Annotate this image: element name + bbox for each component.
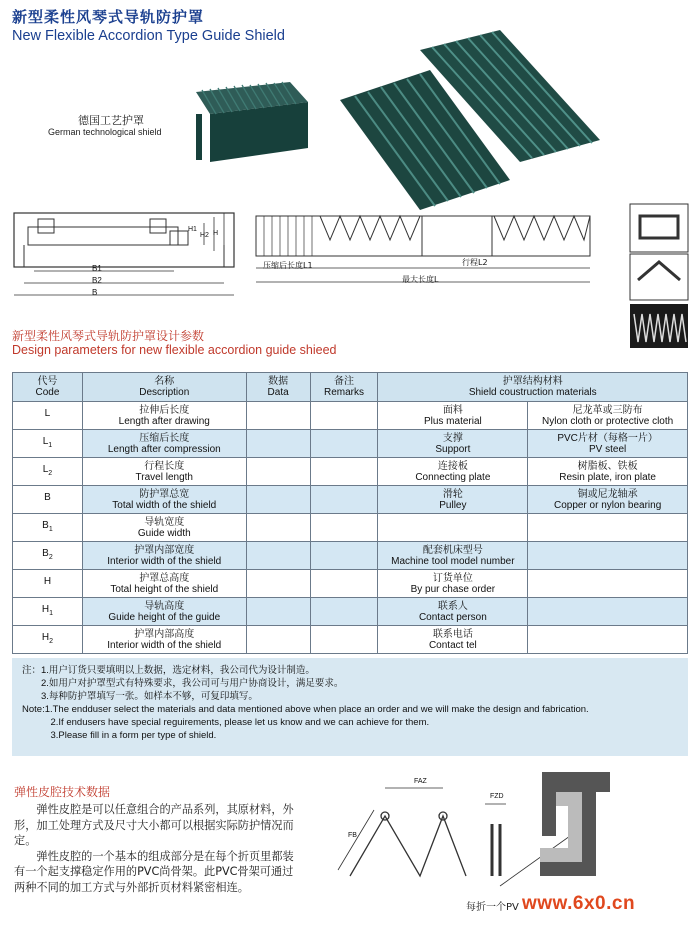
table-row xyxy=(13,458,688,486)
bellows-diagram xyxy=(330,766,620,906)
cell-remarks[interactable] xyxy=(310,402,378,430)
header-data: 数据 Data xyxy=(246,373,310,402)
label-b2: B2 xyxy=(92,276,102,285)
cell-description: 拉伸后长度 Length after drawing xyxy=(82,402,246,430)
cell-data[interactable] xyxy=(246,542,310,570)
cell-remarks[interactable] xyxy=(310,458,378,486)
cell-material-value xyxy=(528,626,688,654)
header-code: 代号 Code xyxy=(13,373,83,402)
label-max-length: 最大长度L xyxy=(402,275,439,284)
note-line: 3.每种防护罩填写一张。如样本不够，可复印填写。 xyxy=(22,691,258,702)
cell-code: H xyxy=(13,570,83,598)
profile-icons xyxy=(628,202,690,352)
table-row xyxy=(13,514,688,542)
tech-paragraph-1: 弹性皮腔是可以任意组合的产品系列，其原材料，外形，加工处理方式及尺寸大小都可以根据实际防护情况而定。 xyxy=(14,803,294,847)
design-parameters-table xyxy=(12,372,688,654)
large-shield-photo xyxy=(340,30,600,210)
cell-code: $B_1$ xyxy=(13,514,83,542)
pvc-caption: 每折一个PV xyxy=(466,902,519,913)
table-row xyxy=(13,570,688,598)
cell-data[interactable] xyxy=(246,598,310,626)
cell-data[interactable] xyxy=(246,626,310,654)
label-faz: FAZ xyxy=(414,778,427,785)
cell-remarks[interactable] xyxy=(310,542,378,570)
cell-material-item: 配套机床型号 Machine tool model number xyxy=(378,542,528,570)
section-title-en: Design parameters for new flexible accordion guide shieed xyxy=(12,343,337,357)
cell-material-item: 连接板 Connecting plate xyxy=(378,458,528,486)
cell-remarks[interactable] xyxy=(310,626,378,654)
cell-code: $H_1$ xyxy=(13,598,83,626)
header-remarks: 备注 Remarks xyxy=(310,373,378,402)
cell-data[interactable] xyxy=(246,486,310,514)
note-line: Note:1.The endduser select the materials and data mentioned above when place an order and we will make the design and fabrication. xyxy=(22,704,589,715)
cell-material-value: 铜或尼龙轴承 Copper or nylon bearing xyxy=(528,486,688,514)
cross-section-drawing xyxy=(10,205,250,305)
label-h2: H2 xyxy=(200,232,209,239)
photo-caption-cn: 德国工艺护罩 xyxy=(78,114,144,127)
page-title-en: New Flexible Accordion Type Guide Shield xyxy=(12,28,285,44)
cell-description: 护罩内部高度 Interior width of the shield xyxy=(82,626,246,654)
product-photo-illustration xyxy=(180,30,600,210)
photo-caption-en: German technological shield xyxy=(48,127,162,137)
cell-remarks[interactable] xyxy=(310,486,378,514)
cell-material-item xyxy=(378,514,528,542)
cell-description: 护罩内部宽度 Interior width of the shield xyxy=(82,542,246,570)
cell-remarks[interactable] xyxy=(310,570,378,598)
cell-material-value: PVC片材（每格一片） PV steel xyxy=(528,430,688,458)
cell-material-value xyxy=(528,514,688,542)
cell-material-item: 订货单位 By pur chase order xyxy=(378,570,528,598)
table-row xyxy=(13,598,688,626)
cell-description: 导轨宽度 Guide width xyxy=(82,514,246,542)
cell-description: 压缩后长度 Length after compression xyxy=(82,430,246,458)
cell-material-item: 联系人 Contact person xyxy=(378,598,528,626)
section-title-cn: 新型柔性风琴式导轨防护罩设计参数 xyxy=(12,329,205,343)
cell-code: $L_1$ xyxy=(13,430,83,458)
table-row xyxy=(13,486,688,514)
cell-material-value xyxy=(528,570,688,598)
table-row xyxy=(13,430,688,458)
cell-data[interactable] xyxy=(246,570,310,598)
cell-material-item: 面料 Plus material xyxy=(378,402,528,430)
cell-description: 防护罩总宽 Total width of the shield xyxy=(82,486,246,514)
cell-material-item: 支撑 Support xyxy=(378,430,528,458)
cell-code: $B_2$ xyxy=(13,542,83,570)
cell-code: B xyxy=(13,486,83,514)
label-fzd: FZD xyxy=(490,793,504,800)
watermark: www.6x0.cn xyxy=(522,893,636,914)
note-line: 3.Please fill in a form per type of shield. xyxy=(22,730,217,741)
page-title-cn: 新型柔性风琴式导轨防护罩 xyxy=(12,8,205,26)
header-materials: 护罩结构材料 Shield coustruction materials xyxy=(378,373,688,402)
cell-material-value: 树脂板、铁板 Resin plate, iron plate xyxy=(528,458,688,486)
tech-paragraph-2: 弹性皮腔的一个基本的组成部分是在每个折页里都装有一个起支撑稳定作用的PVC尚骨架。此PVC骨架可通过两种不同的加工方式与外部折页材料紧密相连。 xyxy=(14,849,294,894)
german-shield-photo xyxy=(196,82,308,162)
cell-remarks[interactable] xyxy=(310,430,378,458)
tech-section-title: 弹性皮腔技术数据 xyxy=(14,785,111,799)
cell-remarks[interactable] xyxy=(310,514,378,542)
label-h1: H1 xyxy=(188,226,197,233)
cell-material-value xyxy=(528,598,688,626)
cell-data[interactable] xyxy=(246,430,310,458)
note-line: 2.If endusers have special reguirements, please let us know and we can achieve for them. xyxy=(22,717,430,728)
label-fb: FB xyxy=(348,832,357,839)
note-line: 2.如用户对护罩型式有特殊要求，我公司可与用户协商设计，满足要求。 xyxy=(22,678,344,689)
table-row xyxy=(13,402,688,430)
cell-material-item: 联系电话 Contact tel xyxy=(378,626,528,654)
label-travel: 行程L2 xyxy=(462,258,488,267)
cell-description: 护罩总高度 Total height of the shield xyxy=(82,570,246,598)
cell-description: 导轨高度 Guide height of the guide xyxy=(82,598,246,626)
cell-data[interactable] xyxy=(246,514,310,542)
table-row xyxy=(13,626,688,654)
tech-description xyxy=(14,802,300,895)
cell-remarks[interactable] xyxy=(310,598,378,626)
cell-material-item: 滑轮 Pulley xyxy=(378,486,528,514)
cell-code: L xyxy=(13,402,83,430)
cell-material-value xyxy=(528,542,688,570)
cell-code: $L_2$ xyxy=(13,458,83,486)
note-line: 注：1.用户订货只要填明以上数据，选定材料，我公司代为设计制造。 xyxy=(22,665,315,676)
header-description: 名称 Description xyxy=(82,373,246,402)
label-compressed-length: 压缩后长度L1 xyxy=(263,261,313,270)
cell-data[interactable] xyxy=(246,402,310,430)
label-b1: B1 xyxy=(92,264,102,273)
notes-box xyxy=(12,658,688,756)
cell-data[interactable] xyxy=(246,458,310,486)
label-h: H xyxy=(213,230,219,237)
cell-material-value: 尼龙革或三防布 Nylon cloth or protective cloth xyxy=(528,402,688,430)
table-row xyxy=(13,542,688,570)
label-b: B xyxy=(92,288,98,297)
cell-code: $H_2$ xyxy=(13,626,83,654)
cell-description: 行程长度 Travel length xyxy=(82,458,246,486)
